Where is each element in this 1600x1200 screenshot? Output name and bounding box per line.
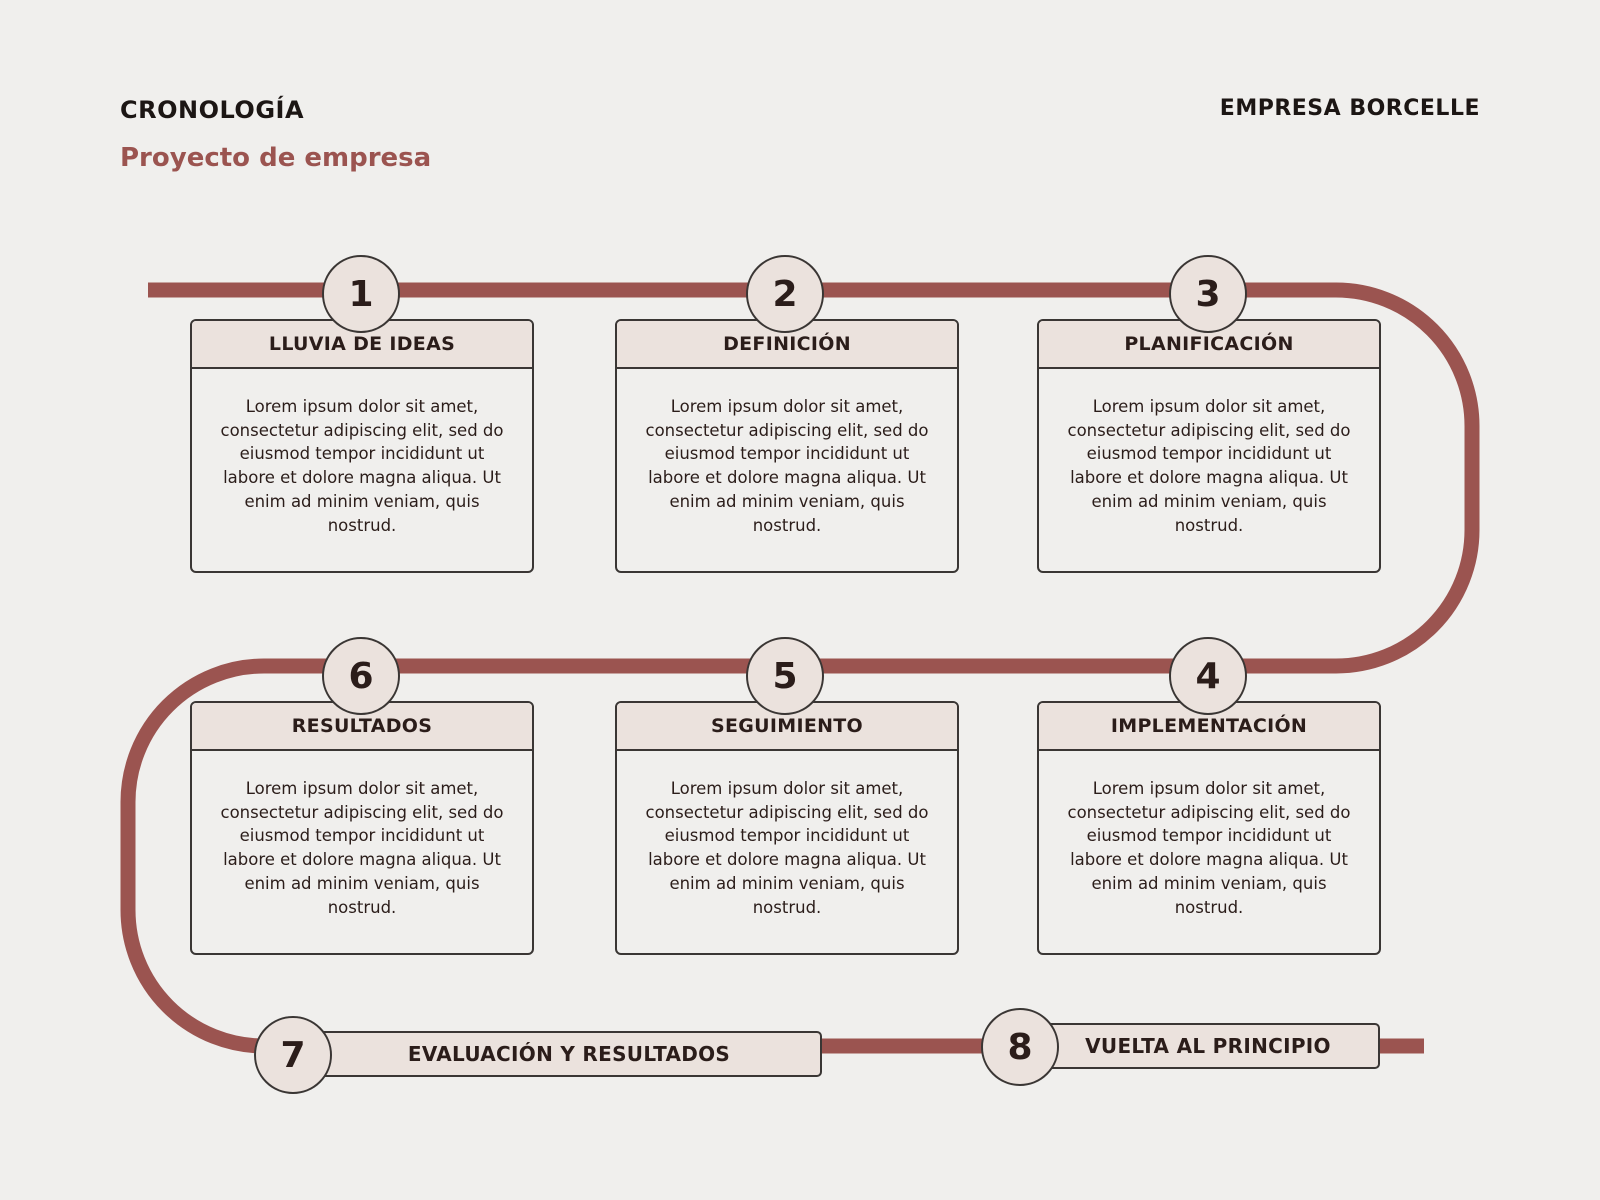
step-card-2	[615, 319, 959, 573]
step-number-4: 4	[1169, 637, 1247, 715]
step-number-1: 1	[322, 255, 400, 333]
step-title: SEGUIMIENTO	[617, 703, 957, 751]
step-description: Lorem ipsum dolor sit amet, consectetur adipiscing elit, sed do eiusmod tempor incididunt ut labore et dolore magna aliqua. Ut enim ad minim veniam, quis nostrud.	[220, 397, 504, 535]
step-description: Lorem ipsum dolor sit amet, consectetur adipiscing elit, sed do eiusmod tempor incididunt ut labore et dolore magna aliqua. Ut enim ad minim veniam, quis nostrud.	[645, 779, 929, 917]
step-number-3: 3	[1169, 255, 1247, 333]
step-title: PLANIFICACIÓN	[1039, 321, 1379, 369]
step-description: Lorem ipsum dolor sit amet, consectetur adipiscing elit, sed do eiusmod tempor incididunt ut labore et dolore magna aliqua. Ut enim ad minim veniam, quis nostrud.	[220, 779, 504, 917]
step-card-4	[1037, 701, 1381, 955]
step-number-6: 6	[322, 637, 400, 715]
step-title: RESULTADOS	[192, 703, 532, 751]
step-bar-7: EVALUACIÓN Y RESULTADOS	[316, 1031, 822, 1077]
step-title: LLUVIA DE IDEAS	[192, 321, 532, 369]
page-subtitle: Proyecto de empresa	[120, 143, 432, 173]
step-description: Lorem ipsum dolor sit amet, consectetur adipiscing elit, sed do eiusmod tempor incididunt ut labore et dolore magna aliqua. Ut enim ad minim veniam, quis nostrud.	[645, 397, 929, 535]
step-title: IMPLEMENTACIÓN	[1039, 703, 1379, 751]
step-number-5: 5	[746, 637, 824, 715]
step-description: Lorem ipsum dolor sit amet, consectetur adipiscing elit, sed do eiusmod tempor incididunt ut labore et dolore magna aliqua. Ut enim ad minim veniam, quis nostrud.	[1067, 779, 1351, 917]
step-number-2: 2	[746, 255, 824, 333]
company-name: EMPRESA BORCELLE	[1219, 96, 1480, 121]
step-number-8: 8	[981, 1008, 1059, 1086]
step-bar-8: VUELTA AL PRINCIPIO	[1036, 1023, 1380, 1069]
step-card-6	[190, 701, 534, 955]
step-description: Lorem ipsum dolor sit amet, consectetur adipiscing elit, sed do eiusmod tempor incididunt ut labore et dolore magna aliqua. Ut enim ad minim veniam, quis nostrud.	[1067, 397, 1351, 535]
step-title: DEFINICIÓN	[617, 321, 957, 369]
page-title: CRONOLOGÍA	[120, 96, 305, 124]
step-card-1	[190, 319, 534, 573]
step-card-5	[615, 701, 959, 955]
step-card-3	[1037, 319, 1381, 573]
step-number-7: 7	[254, 1016, 332, 1094]
